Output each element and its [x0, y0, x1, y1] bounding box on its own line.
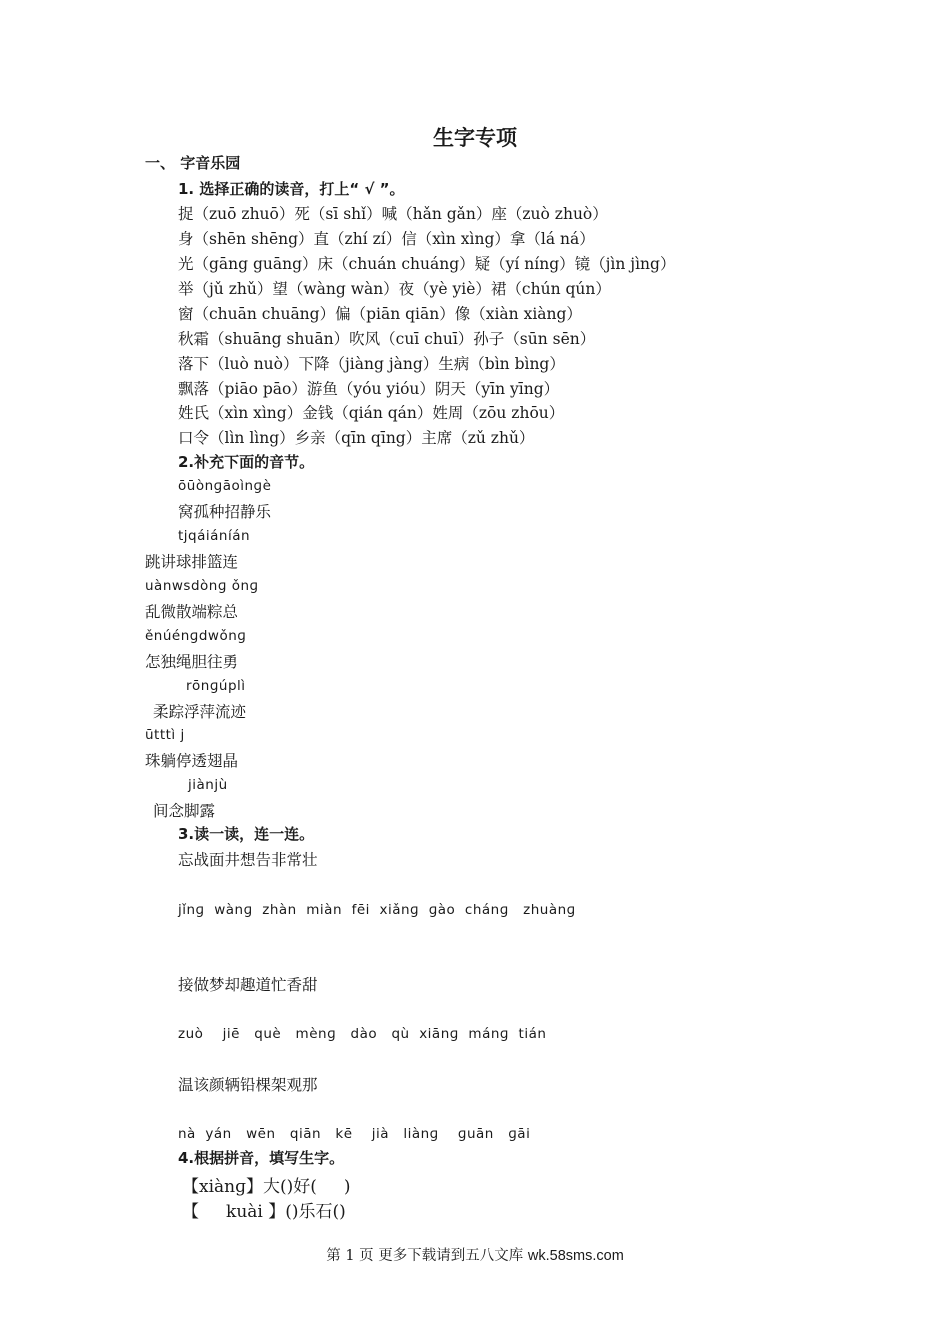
- question-4-heading: 4.根据拼音，填写生字。: [178, 1149, 345, 1167]
- question-1-heading: 1. 选择正确的读音，打上“ √ ”。: [178, 180, 405, 198]
- q1-line: 举（jǔ zhǔ）望（wàng wàn）夜（yè yiè）裙（chún qún）: [178, 280, 611, 298]
- q3-chars: 温该颜辆铅棵架观那: [178, 1076, 318, 1094]
- q2-pinyin: ūtttì j: [145, 727, 185, 743]
- q2-pinyin: uànwsdònɡ ǒnɡ: [145, 578, 259, 594]
- q2-chars: 间念脚露: [153, 802, 216, 820]
- question-3-heading: 3.读一读，连一连。: [178, 825, 315, 843]
- q2-chars: 跳讲球排篮连: [145, 553, 239, 571]
- q1-line: 光（gāng guāng）床（chuán chuáng）疑（yí níng）镜（jìn jìng）: [178, 255, 676, 273]
- q2-chars: 珠躺停透翅晶: [145, 752, 239, 770]
- q1-line: 口令（lìn lìng）乡亲（qīn qīng）主席（zǔ zhǔ）: [178, 429, 535, 447]
- q2-chars: 柔踪浮萍流迹: [153, 703, 247, 721]
- q3-pinyin: nà yán wēn qiān kē jià liànɡ ɡuān ɡāi: [178, 1126, 531, 1142]
- question-2-heading: 2.补充下面的音节。: [178, 453, 315, 471]
- q4-line: 【 kuài 】()乐石(): [182, 1202, 346, 1222]
- q1-line: 秋霜（shuāng shuān）吹风（cuī chuī）孙子（sūn sēn）: [178, 330, 596, 348]
- q2-pinyin: tjqáiáníán: [178, 528, 251, 544]
- page-footer: [0, 1244, 950, 1265]
- q3-pinyin: jǐnɡ wànɡ zhàn miàn fēi xiǎnɡ ɡào chánɡ zhuànɡ: [178, 902, 576, 918]
- q2-chars: 窝孤种招静乐: [178, 503, 272, 521]
- q1-line: 落下（luò nuò）下降（jiàng jàng）生病（bìn bìng）: [178, 355, 565, 373]
- q1-line: 窗（chuān chuāng）偏（piān qiān）像（xiàn xiàng）: [178, 305, 582, 323]
- q2-pinyin: ěnúénɡdwǒnɡ: [145, 628, 247, 644]
- q1-line: 捉（zuō zhuō）死（sī shǐ）喊（hǎn gǎn）座（zuò zhuò）: [178, 205, 608, 223]
- q1-line: 飘落（piāo pāo）游鱼（yóu yióu）阴天（yīn yīng）: [178, 380, 560, 398]
- q2-pinyin: rōnɡúplì: [186, 678, 246, 694]
- q3-chars: 忘战面井想告非常壮: [178, 851, 318, 869]
- q4-line: 【xiànɡ】大()好( ): [182, 1177, 351, 1197]
- q1-line: 身（shēn shēng）直（zhí zí）信（xìn xìng）拿（lá ná）: [178, 230, 595, 248]
- q2-chars: 乱微散端粽总: [145, 603, 239, 621]
- q2-pinyin: ōūònɡāoìnɡè: [178, 478, 272, 494]
- q1-line: 姓氏（xìn xìng）金钱（qián qán）姓周（zōu zhōu）: [178, 404, 565, 422]
- q2-pinyin: jiànjù: [188, 777, 228, 793]
- footer-page-text: 第 1 页 更多下载请到五八文库: [326, 1248, 528, 1264]
- section-heading: 一、 字音乐园: [145, 154, 241, 172]
- q3-pinyin: zuò jiē què mènɡ dào qù xiānɡ mánɡ tián: [178, 1026, 547, 1042]
- q3-chars: 接做梦却趣道忙香甜: [178, 976, 318, 994]
- page-title: 生字专项: [433, 126, 517, 150]
- q2-chars: 怎独绳胆往勇: [145, 653, 239, 671]
- footer-domain-link[interactable]: wk.58sms.com: [527, 1248, 624, 1264]
